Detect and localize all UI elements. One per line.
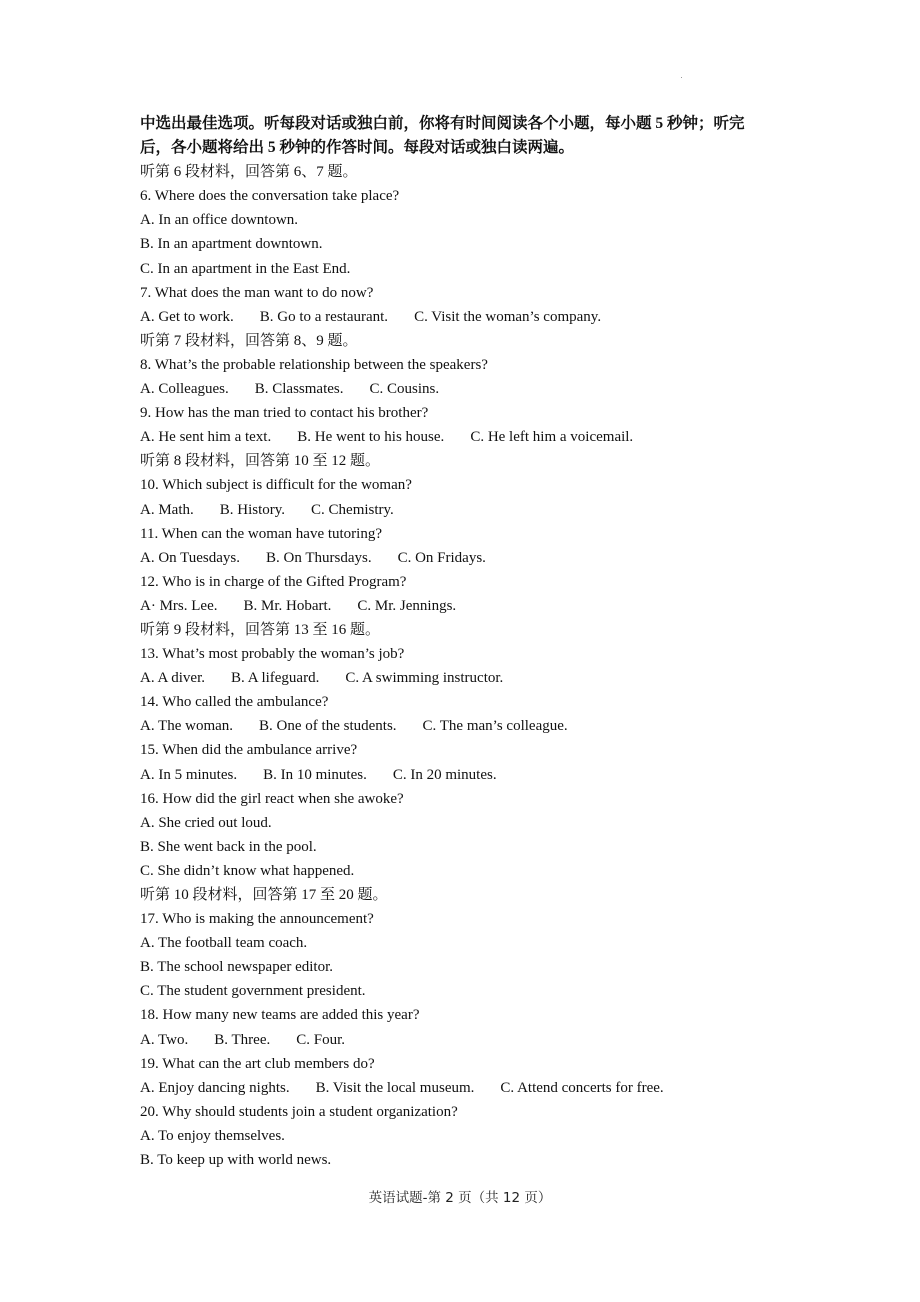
answer-options-line xyxy=(140,377,790,401)
answer-options-line xyxy=(140,498,790,522)
text-line xyxy=(140,184,790,208)
text-line xyxy=(140,787,790,811)
answer-option: B. Classmates. xyxy=(254,381,344,398)
text-line xyxy=(140,955,790,979)
line-text: 9. How has the man tried to contact his brother? xyxy=(140,405,429,422)
line-text: C. In an apartment in the East End. xyxy=(140,260,351,277)
answer-option: A. Get to work. xyxy=(140,308,234,325)
text-line xyxy=(140,642,790,666)
text-line xyxy=(140,1052,790,1076)
answer-option: A. A diver. xyxy=(140,670,206,687)
answer-option: B. Mr. Hobart. xyxy=(243,597,332,614)
text-line xyxy=(140,401,790,425)
text-line xyxy=(140,232,790,256)
answer-option: B. A lifeguard. xyxy=(231,670,320,687)
answer-options-line xyxy=(140,1028,790,1052)
answer-option: A. Enjoy dancing nights. xyxy=(140,1079,290,1096)
exam-content xyxy=(140,112,790,1172)
line-text: 19. What can the art club members do? xyxy=(140,1055,375,1072)
answer-option: B. History. xyxy=(219,501,286,518)
answer-option: A. He sent him a text. xyxy=(140,429,272,446)
line-text: 听第 9 段材料，回答第 13 至 16 题。 xyxy=(140,621,381,638)
answer-option: C. Cousins. xyxy=(369,381,440,398)
answer-option: B. Three. xyxy=(214,1031,271,1048)
answer-option: C. Attend concerts for free. xyxy=(500,1079,664,1096)
line-text: A. The football team coach. xyxy=(140,935,308,952)
line-text: C. She didn’t know what happened. xyxy=(140,862,355,879)
line-text: B. She went back in the pool. xyxy=(140,838,317,855)
text-line xyxy=(140,1100,790,1124)
line-text: 后，各小题将给出 5 秒钟的作答时间。每段对话或独白读两遍。 xyxy=(140,139,575,157)
answer-option: B. In 10 minutes. xyxy=(263,766,367,783)
answer-option: C. The man’s colleague. xyxy=(422,718,568,735)
line-text: B. The school newspaper editor. xyxy=(140,959,334,976)
answer-options-line xyxy=(140,1076,790,1100)
text-line xyxy=(140,1003,790,1027)
answer-option: A. Colleagues. xyxy=(140,381,229,398)
line-text: 18. How many new teams are added this year? xyxy=(140,1007,420,1024)
line-text: 14. Who called the ambulance? xyxy=(140,694,329,711)
text-line xyxy=(140,281,790,305)
line-text: 7. What does the man want to do now? xyxy=(140,284,374,301)
text-line xyxy=(140,112,790,136)
line-text: A. She cried out loud. xyxy=(140,814,272,831)
text-line xyxy=(140,136,790,160)
line-text: 听第 7 段材料，回答第 8、9 题。 xyxy=(140,332,358,349)
text-line xyxy=(140,859,790,883)
text-line xyxy=(140,738,790,762)
answer-option: B. One of the students. xyxy=(259,718,397,735)
answer-options-line xyxy=(140,594,790,618)
answer-option: A. Two. xyxy=(140,1031,189,1048)
line-text: C. The student government president. xyxy=(140,983,366,1000)
answer-option: C. Four. xyxy=(296,1031,345,1048)
line-text: 6. Where does the conversation take place? xyxy=(140,188,400,205)
answer-option: C. Chemistry. xyxy=(311,501,394,518)
line-text: A. In an office downtown. xyxy=(140,212,299,229)
text-line xyxy=(140,931,790,955)
scan-speck xyxy=(681,77,682,78)
answer-options-line xyxy=(140,666,790,690)
answer-option: C. Visit the woman’s company. xyxy=(414,308,602,325)
line-text: 16. How did the girl react when she awoke? xyxy=(140,790,404,807)
answer-option: B. Go to a restaurant. xyxy=(259,308,389,325)
line-text: 11. When can the woman have tutoring? xyxy=(140,525,383,542)
text-line xyxy=(140,160,790,184)
line-text: 17. Who is making the announcement? xyxy=(140,911,374,928)
line-text: B. In an apartment downtown. xyxy=(140,236,323,253)
text-line xyxy=(140,1148,790,1172)
text-line xyxy=(140,353,790,377)
line-text: A. To enjoy themselves. xyxy=(140,1127,285,1144)
answer-options-line xyxy=(140,425,790,449)
line-text: B. To keep up with world news. xyxy=(140,1152,332,1169)
line-text: 12. Who is in charge of the Gifted Program? xyxy=(140,573,407,590)
line-text: 听第 10 段材料，回答第 17 至 20 题。 xyxy=(140,887,388,903)
text-line xyxy=(140,907,790,931)
text-line xyxy=(140,208,790,232)
answer-option: C. In 20 minutes. xyxy=(392,766,497,783)
answer-option: B. On Thursdays. xyxy=(266,549,372,566)
answer-option: C. On Fridays. xyxy=(397,549,486,566)
text-line xyxy=(140,618,790,642)
answer-option: C. He left him a voicemail. xyxy=(470,429,634,446)
text-line xyxy=(140,690,790,714)
answer-option: C. Mr. Jennings. xyxy=(357,597,457,614)
line-text: 10. Which subject is difficult for the woman? xyxy=(140,477,412,494)
text-line xyxy=(140,979,790,1003)
text-line xyxy=(140,811,790,835)
answer-option: A. In 5 minutes. xyxy=(140,766,238,783)
answer-options-line xyxy=(140,714,790,738)
text-line xyxy=(140,473,790,497)
line-text: 听第 8 段材料，回答第 10 至 12 题。 xyxy=(140,453,381,470)
text-line xyxy=(140,570,790,594)
answer-option: A. On Tuesdays. xyxy=(140,549,241,566)
text-line xyxy=(140,329,790,353)
text-line xyxy=(140,257,790,281)
answer-options-line xyxy=(140,305,790,329)
text-line xyxy=(140,835,790,859)
answer-option: A. Math. xyxy=(140,501,194,518)
answer-options-line xyxy=(140,546,790,570)
line-text: 13. What’s most probably the woman’s job? xyxy=(140,646,405,663)
answer-option: C. A swimming instructor. xyxy=(345,670,504,687)
line-text: 听第 6 段材料，回答第 6、7 题。 xyxy=(140,164,358,181)
answer-option: B. He went to his house. xyxy=(297,429,445,446)
line-text: 8. What’s the probable relationship between the speakers? xyxy=(140,356,488,373)
line-text: 中选出最佳选项。听每段对话或独白前，你将有时间阅读各个小题，每小题 5 秒钟；听完 xyxy=(140,115,745,132)
answer-option: A. The woman. xyxy=(140,718,234,735)
answer-options-line xyxy=(140,763,790,787)
line-text: 15. When did the ambulance arrive? xyxy=(140,742,358,759)
text-line xyxy=(140,449,790,473)
text-line xyxy=(140,883,790,907)
answer-option: B. Visit the local museum. xyxy=(315,1079,475,1096)
answer-option: A· Mrs. Lee. xyxy=(140,597,218,614)
text-line xyxy=(140,1124,790,1148)
line-text: 20. Why should students join a student organization? xyxy=(140,1103,458,1120)
page-footer: 英语试题-第 2 页（共 12 页） xyxy=(368,1190,552,1206)
text-line xyxy=(140,522,790,546)
